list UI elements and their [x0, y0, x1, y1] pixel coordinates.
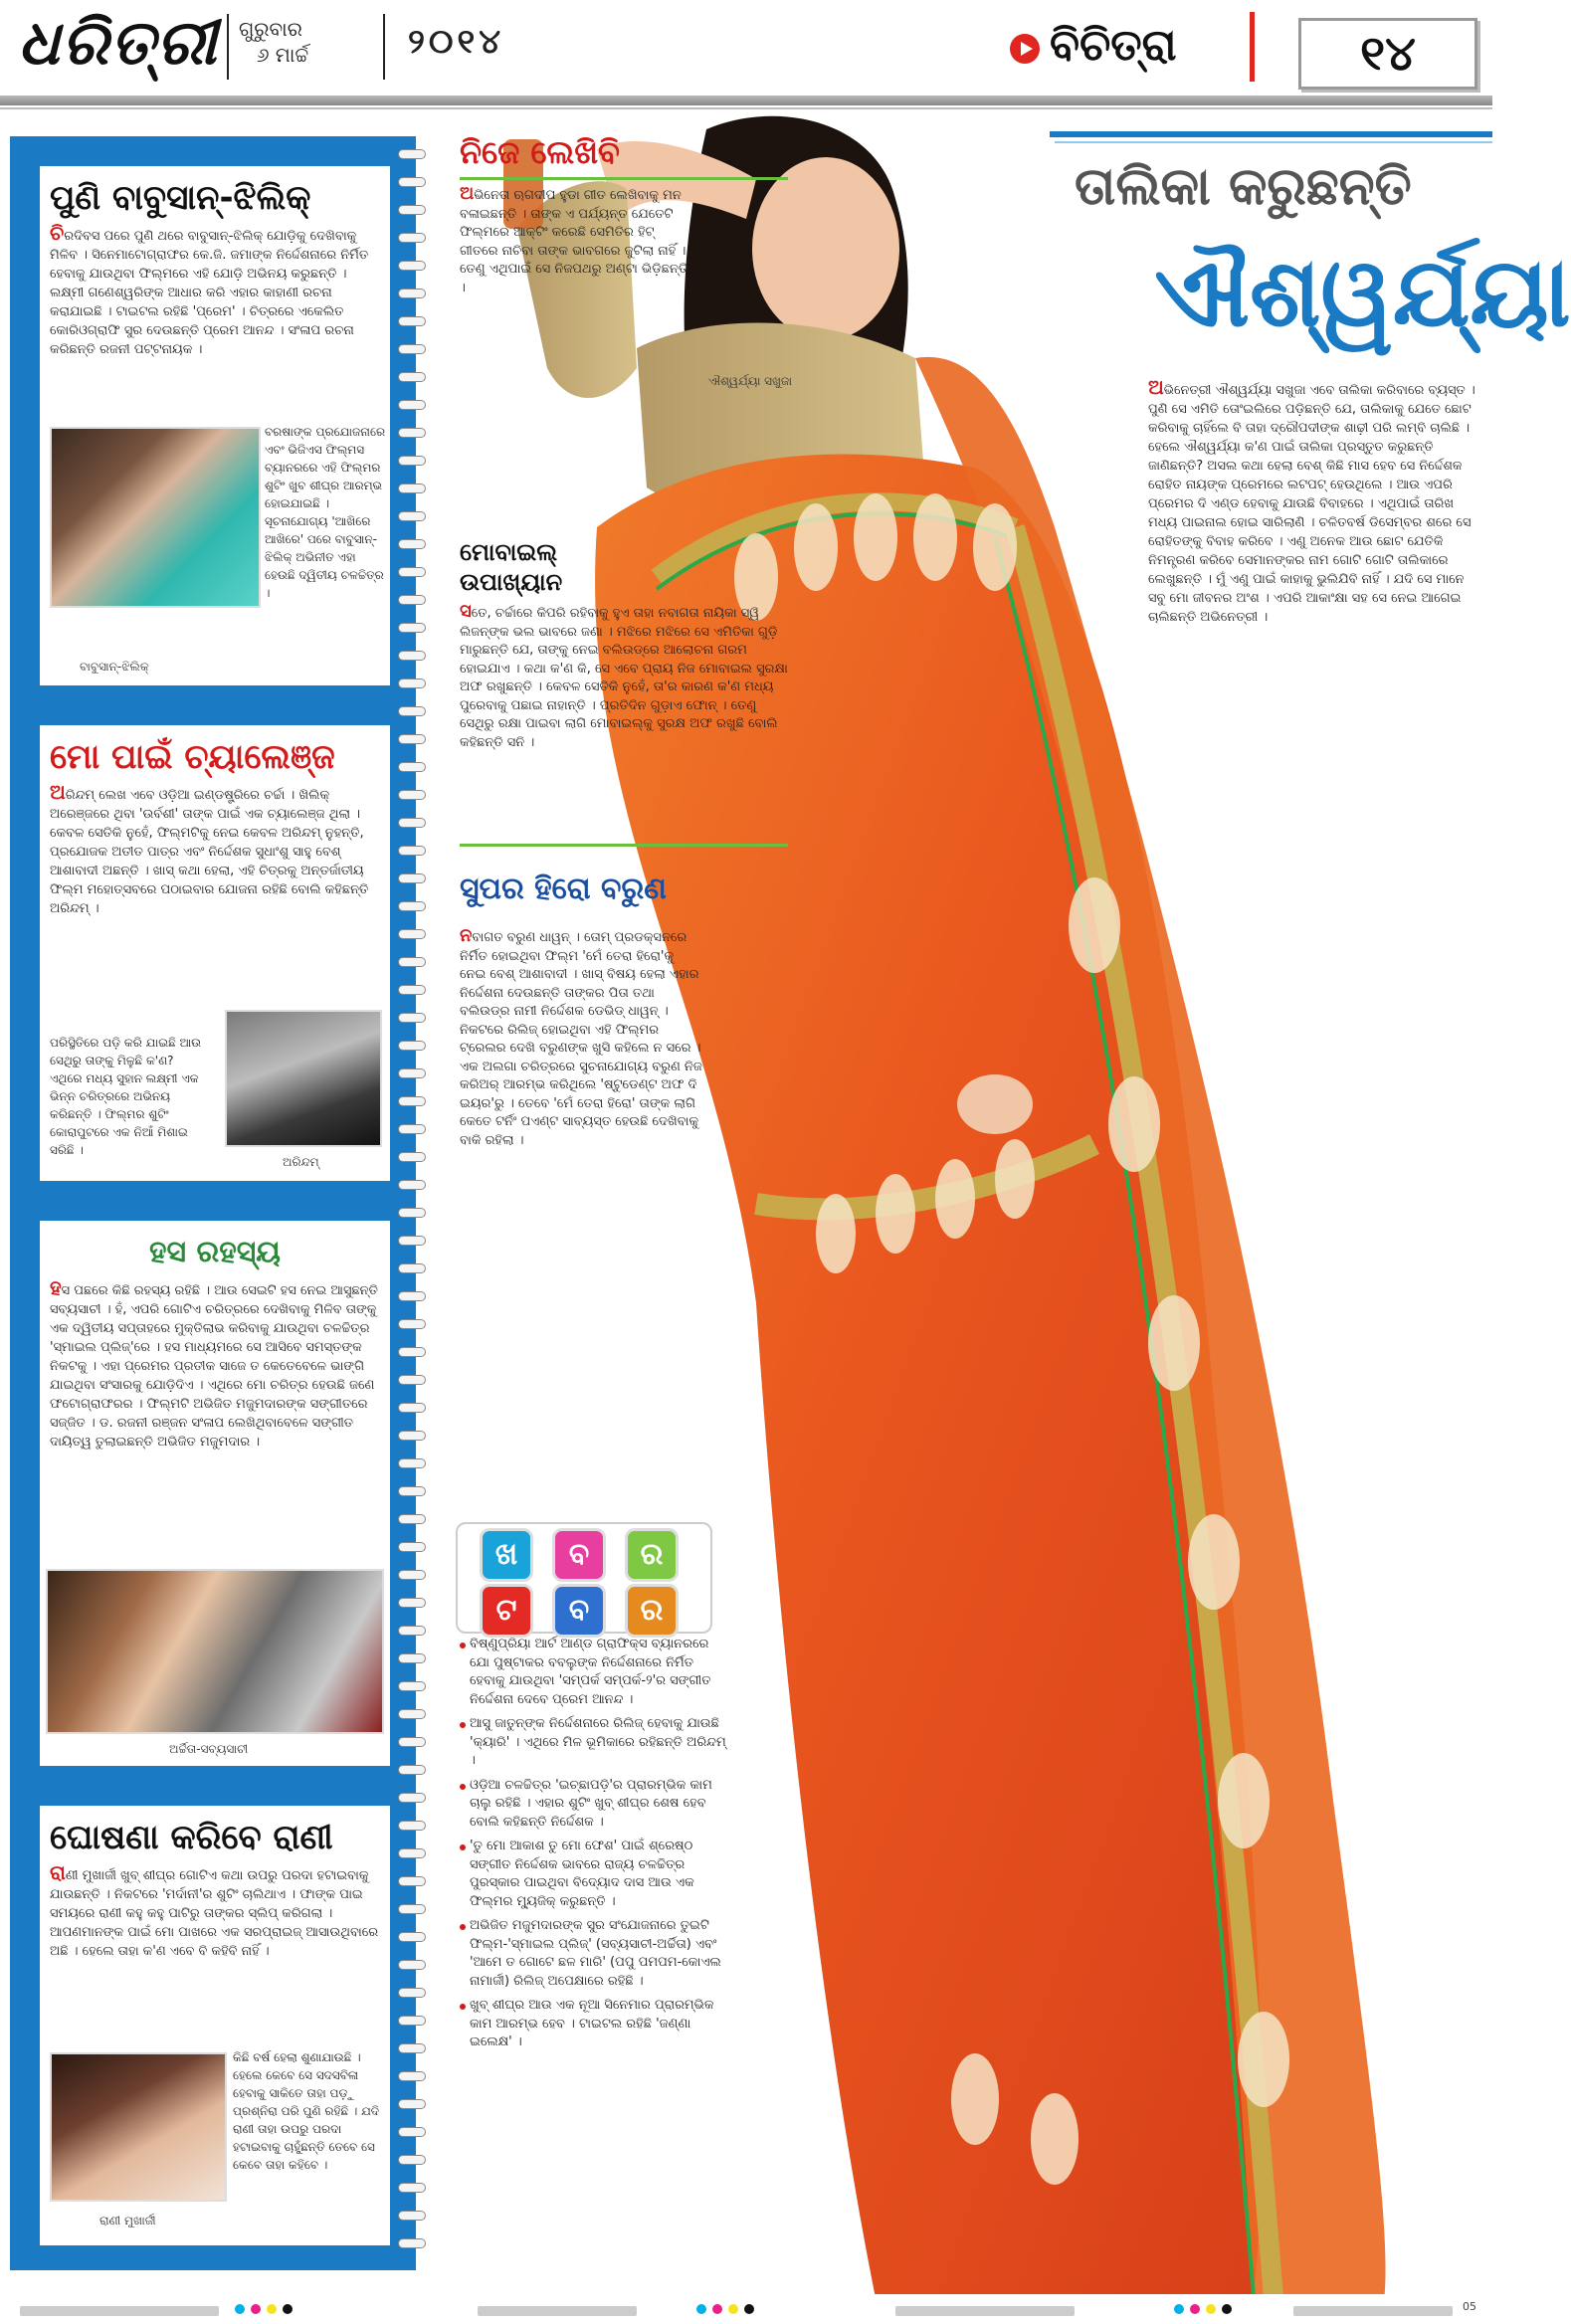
- spiral-ring: [398, 316, 426, 326]
- spiral-ring: [398, 1180, 426, 1190]
- spiral-ring: [398, 929, 426, 939]
- spiral-ring: [398, 372, 426, 382]
- spiral-ring: [398, 1041, 426, 1051]
- registration-bar: [478, 2306, 637, 2316]
- spiral-ring: [398, 706, 426, 716]
- story-body: [40, 221, 390, 359]
- spiral-ring: [398, 1208, 426, 1218]
- khabar-item: ଖୁବ୍ ଶୀଘ୍ର ଆଉ ଏକ ନୂଆ ସିନେମାର ପ୍ରାରମ୍ଭିକ କାମ ଆରମ୍ଭ ହେବ । ଟାଇଟଲ ରହିଛି 'ଜଣ୍ଣା ଇଲେକ୍ଷ' ।: [460, 1997, 728, 2052]
- spiral-ring: [398, 818, 426, 828]
- spiral-ring: [398, 790, 426, 800]
- print-page-number: 05: [1463, 2300, 1476, 2313]
- spiral-ring: [398, 1152, 426, 1162]
- spiral-ring: [398, 957, 426, 967]
- story-side-text: ପରିସ୍ଥିତିରେ ପଡ଼ି କରି ଯାଇଛି ଆଉ ସେଥିରୁ ତାଙ୍କୁ ମିଳୁଛି କ'ଣ? ଏଥିରେ ମଧ୍ୟ ସୁହାନ ଲକ୍ଷ୍ମୀ ଏକ ଭିନ୍ନ ଚରିତ୍ରରେ ଅଭିନୟ କରିଛନ୍ତି । ଫିଲ୍ମର ଶୁଟିଂ କୋରାପୁଟରେ ଏକ ନିଆଁ ମିଶାଇ ସରିଛି ।: [50, 1036, 202, 1157]
- spiral-ring: [398, 1458, 426, 1468]
- story-text: ରଦିବସ ପରେ ପୁଣି ଥରେ ବାବୁସାନ୍-ଝିଲିକ୍ ଯୋଡ଼ିକୁ ଦେଖିବାକୁ ମିଳିବ । ସିନେମାଟୋଗ୍ରାଫର କେ.ଜି. ଜମାଙ୍କ ନିର୍ଦ୍ଦେଶନାରେ ନିର୍ମିତ ହେବାକୁ ଯାଉଥିବା ଫିଲ୍ମରେ ଏହି ଯୋଡ଼ି ଅଭିନୟ କରୁଛନ୍ତି । ଲକ୍ଷ୍ମୀ ଗଣେଶ୍ୱରିଙ୍କ ଆଧାର କରି ଏହାର କାହାଣୀ ରଚନା କରାଯାଇଛି । ଟାଇଟଲ ରହିଛି 'ପ୍ରେମ' । ଚିତ୍ରରେ ଏକେଲିତ କୋରିଓଗ୍ରାଫି ସୁର ଦେଉଛନ୍ତି ପ୍ରେମ ଆନନ୍ଦ । ସଂଳାପ ରଚନା କରିଛନ୍ତି ରଜନୀ ପଟ୍ଟନାୟକ ।: [50, 229, 369, 357]
- drop-cap: ଚି: [50, 221, 65, 245]
- spiral-ring: [398, 1375, 426, 1385]
- spiral-ring: [398, 1514, 426, 1524]
- registration-dot: [251, 2304, 261, 2314]
- story-body: [40, 1860, 390, 1961]
- feature-rule: [1050, 131, 1492, 137]
- spiral-ring: [398, 1709, 426, 1719]
- khabar-item: 'ତୁ ମୋ ଆକାଶ ତୁ ମୋ ଫେଶ' ପାଇଁ ଶ୍ରେଷ୍ଠ ସଙ୍ଗୀତ ନିର୍ଦ୍ଦେଶକ ଭାବରେ ରାଜ୍ୟ ଚଳଚ୍ଚିତ୍ର ପୁରସ୍କାର ପାଇଥିବା ବିଦ୍ୟୋଦ ଦାସ ଆଉ ଏକ ଫିଲ୍ମର ମ୍ୟୁଜିକ୍ କରୁଛନ୍ତି ।: [460, 1838, 728, 1911]
- spiral-ring: [398, 762, 426, 772]
- khabar-item: ଆସୁ ଜାତୁନ୍ଙ୍କ ନିର୍ଦ୍ଦେଶନାରେ ରିଲିଜ୍ ହେବାକୁ ଯାଉଛି 'କ୍ୟାରି' । ଏଥିରେ ମିଳ ଭୂମିକାରେ ରହିଛନ୍ତି ଅରିନ୍ଦମ୍ ।: [460, 1715, 728, 1771]
- spiral-ring: [398, 2016, 426, 2026]
- khabar-item: ବିଷ୍ଣୁପ୍ରିୟା ଆର୍ଟ ଆଣ୍ଡ ଗ୍ରାଫିକ୍ସ ବ୍ୟାନରରେ ଯୋ ପୁଷ୍ଟାକର ବବଲୁଙ୍କ ନିର୍ଦ୍ଦେଶନାରେ ନିର୍ମିତ ହେବାକୁ ଯାଉଥିବା 'ସମ୍ପର୍କ ସମ୍ପର୍କ-୨'ର ସଙ୍ଗୀତ ନିର୍ଦ୍ଦେଶନା ଦେବେ ପ୍ରେମ ଆନନ୍ଦ ।: [460, 1636, 728, 1709]
- khabar-tile: ଖ: [480, 1528, 533, 1582]
- photo-caption: ରାଣୀ ମୁଖାର୍ଜୀ: [99, 2214, 156, 2227]
- spiral-ring: [398, 985, 426, 995]
- khabar-tile: ବ: [552, 1584, 606, 1638]
- spiral-ring: [398, 1431, 426, 1441]
- spiral-ring: [398, 1737, 426, 1747]
- spiral-ring: [398, 1765, 426, 1775]
- spiral-ring: [398, 1598, 426, 1608]
- khabar-item: ଅଭିଜିତ ମଜୁମଦାରଙ୍କ ସୁର ସଂଯୋଜନାରେ ତୁଇଟି ଫିଲ୍ମ-'ସ୍ମାଇଲ ପ୍ଲିଜ୍' (ସବ୍ୟସାଚୀ-ଅର୍ଚ୍ଚିତା) ଏବଂ 'ଆମେ ତ ଗୋଟେ ଛଳ ମାରି' (ପପୁ ପମପମ-କୋଏଲ ନାମାର୍ଜୀ) ରିଲିଜ୍ ଅପେକ୍ଷାରେ ରହିଛି ।: [460, 1917, 728, 1991]
- spiral-ring: [398, 1821, 426, 1831]
- story-body-nije-lekhibi: [460, 185, 688, 297]
- spiral-ring: [398, 1068, 426, 1078]
- spiral-ring: [398, 428, 426, 438]
- story-title: ଘୋଷଣା କରିବେ ରାଣୀ: [50, 1818, 333, 1857]
- story-text: ବାଗତ ବରୁଣ ଧାୱନ୍ । ତୋମ୍ ପ୍ରଡକ୍ସନରେ ନିର୍ମିତ ହୋଇଥିବା ଫିଲ୍ମ 'ମେଁ ତେରା ହିରୋ'କୁ ନେଇ ବେଶ୍ ଆଶାବାଦୀ । ଖାସ୍ ବିଷୟ ହେଲା ଏହାର ନିର୍ଦ୍ଦେଶନା ଦେଉଛନ୍ତି ତାଙ୍କର ପିତା ତଥା ବଲିଉଡ୍ର ନାମୀ ନିର୍ଦ୍ଦେଶକ ଡେଭିଡ୍ ଧାୱନ୍ । ନିକଟରେ ରିଲିଜ୍ ହୋଇଥିବା ଏହି ଫିଲ୍ମର ଟ୍ରେଲର ଦେଖି ବରୁଣଙ୍କ ଖୁସି କହିଲେ ନ ସରେ । ଏକ ଅଲଗା ଚରିତ୍ରରେ ସୁଚନାଯୋଗ୍ୟ ବରୁଣ ନିଜ କରିଅର୍ ଆରମ୍ଭ କରିଥିଲେ 'ଷ୍ଟୁଡେଣ୍ଟ ଅଫ ଦି ଇୟର'ରୁ । ତେବେ 'ମେଁ ତେରା ହିରୋ' ତାଙ୍କ ଲାଗି କେତେ ଟର୍ନିଂ ପଏଣ୍ଟ ସାବ୍ୟସ୍ତ ହେଉଛି ଦେଖିବାକୁ ବାକି ରହିଲା ।: [460, 930, 702, 1148]
- spiral-ring: [398, 1960, 426, 1970]
- drop-cap: ହ: [50, 1275, 62, 1299]
- story-text: ଭିନେତା ଋଗଦୀପ ହୁଡା ଗୀତ ଲେଖିବାକୁ ମନ ବଳାଇଛନ୍ତି । ତାଙ୍କ ଏ ପର୍ଯ୍ୟନ୍ତ ଯେତେଟି ଫିଲ୍ମରେ ଆକ୍ଟିଂ କରେଛି ସେମିତିର ହିଟ୍ ଗୀତରେ ନାଚିବା ତାଙ୍କ ଭାବଗରେ ଜୁଟିଲା ନାହିଁ । ତେଣୁ ଏଥିପାଇଁ ସେ ନିଜପଥରୁ ଅଣ୍ଟା ଭିଡ଼ିଛନ୍ତି ।: [460, 188, 688, 295]
- story-text: ରିନ୍ଦମ୍ ଲେଖ ଏବେ ଓଡ଼ିଆ ଇଣ୍ଡଷ୍ଟ୍ରିରେ ଚର୍ଚ୍ଚା । ଖିଲିକ୍ ଅରେଞ୍ଜରେ ଥିବା 'ଉର୍ବଶୀ' ତାଙ୍କ ପାଇଁ ଏକ ଚ୍ୟାଲେଞ୍ଜ ଥିଲା । କେବଳ ସେତିକି ନୁହେଁ, ଫିଲ୍ମଟିକୁ ନେଇ କେବଳ ଅରିନ୍ଦମ୍ ନୁହନ୍ତି, ପ୍ରଯୋଜକ ଅତୀତ ପାତ୍ର ଏବଂ ନିର୍ଦ୍ଦେଶକ ସୁଧାଂଶୁ ସାହୁ ବେଶ୍ ଆଶାବାଦୀ ଅଛନ୍ତି । ଖାସ୍ କଥା ହେଲା, ଏହି ଚିତ୍ରକୁ ଅନ୍ତର୍ଜାତୀୟ ଫିଲ୍ମ ମହୋତ୍ସବରେ ପଠାଇବାର ଯୋଜନା ରହିଛି ବୋଲି କହିଛନ୍ତି ଅରିନ୍ଦମ୍ ।: [50, 788, 369, 916]
- spiral-ring: [398, 623, 426, 633]
- newspaper-title: ଧରିତ୍ରୀ: [18, 6, 219, 79]
- spiral-ring: [398, 511, 426, 521]
- spiral-ring: [398, 1347, 426, 1357]
- spiral-ring: [398, 1876, 426, 1886]
- spiral-ring: [398, 1542, 426, 1552]
- spiral-ring: [398, 1291, 426, 1301]
- spiral-ring: [398, 205, 426, 215]
- story-title-nije-lekhibi: ନିଜେ ଲେଖିବି: [460, 133, 620, 171]
- issue-date: ୬ ମାର୍ଚ୍ଚ: [257, 43, 309, 67]
- story-side-text: କିଛି ବର୍ଷ ହେଲା ଶୁଣାଯାଉଛି । ହେଲେ କେବେ ସେ ସଦସବିଳା ହେବାକୁ ସାକିତେ ତାହା ପଡ଼ୁ ପ୍ରଶ୍ନିରା ପରି ପୁଣି ରହିଛି । ଯଦି ରାଣୀ ତାହା ଉପରୁ ପରଦା ହଟାଇବାକୁ ଚାହୁଁଛନ୍ତି ତେବେ ସେ କେବେ ତାହା କହିବେ ।: [233, 2050, 380, 2172]
- spiral-ring: [398, 2183, 426, 2193]
- spiral-ring: [398, 149, 426, 159]
- photo-caption: ବାବୁସାନ୍-ଝିଲିକ୍: [80, 660, 149, 674]
- spiral-ring: [398, 1932, 426, 1942]
- spiral-ring: [398, 1013, 426, 1023]
- spiral-ring: [398, 2211, 426, 2221]
- spiral-ring: [398, 1653, 426, 1663]
- spiral-ring: [398, 289, 426, 298]
- spiral-ring: [398, 678, 426, 688]
- drop-cap: ସ: [460, 601, 472, 622]
- spiral-ring: [398, 400, 426, 410]
- page-number-badge: ୧୪: [1298, 18, 1477, 90]
- khabar-tile: ର: [625, 1584, 679, 1638]
- story-rule: [460, 177, 788, 180]
- spiral-ring: [398, 344, 426, 354]
- spiral-ring: [398, 1096, 426, 1106]
- khabar-tile: ବ: [552, 1528, 606, 1582]
- spiral-ring: [398, 1403, 426, 1413]
- story-body-mobile: [460, 603, 788, 752]
- story-text: ତେ, ଚର୍ଚ୍ଚାରେ କିପରି ରହିବାକୁ ହୁଏ ତାହା ନବାଗତା ନାୟିକା ସ୍ୱି ଲିଜନ୍ଙ୍କ ଭଲ ଭାବରେ ଜଣା । ମଝିରେ ମଝିରେ ସେ ଏମିତିକା ଗୁଡ଼ି ମାରୁଛନ୍ତି ଯେ, ତାଙ୍କୁ ନେଇ ବଲିଉଡ୍ରେ ଆଲୋଚନା ଗରମ ହୋଇଯାଏ । କଥା କ'ଣ କି, ସେ ଏବେ ପ୍ରାୟ ନିଜ ମୋବାଇଲ ସୁରକ୍ଷା ଅଫ ରଖୁଛନ୍ତି । କେବଳ ସେତିକି ନୁହେଁ, ତା'ର କାରଣ କ'ଣ ମଧ୍ୟ ପୁରେବାକୁ ପଛାଇ ନାହାନ୍ତି । ପ୍ରତିଦିନ ଗୁଡ଼ାଏ ଫୋନ୍ । ତେଣୁ ସେଥିରୁ ରକ୍ଷା ପାଇବା ଲାଗି ମୋବାଇଲ୍କୁ ସୁରକ୍ଷ ଅଫ ରଖୁଛି ବୋଲି କହିଛନ୍ତି ସନି ।: [460, 606, 788, 750]
- spiral-ring: [398, 2238, 426, 2248]
- khabar-tile: ର: [625, 1528, 679, 1582]
- feature-rule-thin: [1055, 141, 1492, 143]
- feature-text: ଭିନେତ୍ରୀ ଐଶ୍ୱର୍ଯ୍ୟା ସଖୁଜା ଏବେ ତାଲିକା କରିବାରେ ବ୍ୟସ୍ତ । ପୁଣି ସେ ଏମିତି ତୋଂଇଲିରେ ପଡ଼ିଛନ୍ତି ଯେ, ତାଲିକାକୁ ଯେତେ ଛୋଟ କରିବାକୁ ଚାହିଁଲେ ବି ତାହା ଦ୍ରୌପଦୀଙ୍କ ଶାଢ଼ୀ ପରି ଲମ୍ବି ଚାଲିଛି । ହେଲେ ଐଶ୍ୱର୍ଯ୍ୟା କ'ଣ ପାଇଁ ତାଲିକା ପ୍ରସ୍ତୁତ କରୁଛନ୍ତି ଜାଣିଛନ୍ତି? ଅସଲ କଥା ହେଲା ବେଶ୍ କିଛି ମାସ ହେବ ସେ ନିର୍ଦ୍ଦେଶକ ରୋହିତ ନାୟଙ୍କ ପ୍ରେମରେ ଲଟପଟ୍ ହେଉଥିଲେ । ଆଉ ଏପରି ପ୍ରେମର ଦି ଏଣ୍ଡ ହେବାକୁ ଯାଉଛି ବିବାହରେ । ଏଥିପାଇଁ ତାରିଖ ମଧ୍ୟ ପାଇନାଲ ହୋଇ ସାରିଲାଣି । ଚଳିତବର୍ଷ ଡିସେମ୍ବର ଶରେ ସେ ରୋହିତଙ୍କୁ ବିବାହ କରିବେ । ଏଣୁ ଅନେକ ଆଉ ଛୋଟ ଯେତିକି ନିମନ୍ତ୍ରଣ କରିବେ ସେମାନଙ୍କର ନାମ ଗୋଟି ଗୋଟି ତାଲିକାରେ ଲେଖୁଛନ୍ତି । ମୁଁ ଏଣୁ ପାଇଁ କାହାକୁ ଭୁଲିଯିବି ନାହିଁ । ଯଦି ସେ ମାନେ ସବୁ ମୋ ଜୀବନର ଅଂଶ । ଏପରି ଆକାଂକ୍ଷା ସହ ସେ ନେଇ ଆଗେଇ ଚାଲିଛନ୍ତି ଅଭିନେତ୍ରୀ ।: [1148, 383, 1475, 625]
- story-title-varun: ସୁପର ହିରୋ ବରୁଣ: [460, 872, 667, 906]
- spiral-ring: [398, 1236, 426, 1246]
- spiral-ring: [398, 873, 426, 883]
- spiral-ring: [398, 1124, 426, 1134]
- issue-day: [239, 16, 308, 68]
- drop-cap: ରା: [50, 1860, 66, 1884]
- story-rule: [460, 844, 788, 847]
- story-card-hasa-rahasya: [40, 1221, 390, 1766]
- photo-caption: ଅରିନ୍ଦମ୍: [283, 1155, 319, 1169]
- drop-cap: ଅ: [50, 780, 66, 804]
- registration-bar: [20, 2306, 219, 2316]
- spiral-ring: [398, 1319, 426, 1329]
- section-red-bar: [1250, 12, 1255, 82]
- masthead-divider: [383, 14, 385, 80]
- khabar-list: [460, 1636, 728, 2058]
- story-card-arindam: [40, 725, 390, 1181]
- story-text: ଣୀ ମୁଖାର୍ଜୀ ଖୁବ୍ ଶୀଘ୍ର ଗୋଟିଏ କଥା ଉପରୁ ପରଦା ହଟାଇବାକୁ ଯାଉଛନ୍ତି । ନିକଟରେ 'ମର୍ଦାନୀ'ର ଶୁଟିଂ ଚାଲିଥାଏ । ଫାଙ୍କ ପାଇ ସମୟରେ ରାଣୀ କହୁ କହୁ ପାଟିରୁ ତାଙ୍କର ସ୍ଲିପ୍ କରିଗଲା । ଆପଣମାନଙ୍କ ପାଇଁ ମୋ ପାଖରେ ଏକ ସରପ୍ରାଇଜ୍ ଆସାଉଥିବାରେ ଅଛି । ହେଲେ ତାହା କ'ଣ ଏବେ ବି କହିବି ନାହିଁ ।: [50, 1868, 379, 1959]
- registration-dot: [283, 2304, 293, 2314]
- spiral-ring: [398, 233, 426, 243]
- registration-dot: [728, 2304, 738, 2314]
- story-body: [40, 1275, 390, 1452]
- spiral-ring: [398, 1626, 426, 1636]
- photo-archita-sabyasachi: [46, 1569, 384, 1734]
- drop-cap: ନ: [460, 925, 473, 946]
- masthead-divider: [227, 14, 229, 80]
- spiral-ring: [398, 484, 426, 493]
- spiral-ring: [398, 734, 426, 744]
- section-name: ବିଚିତ୍ରା: [1050, 20, 1177, 71]
- registration-dot: [267, 2304, 277, 2314]
- registration-dot: [1206, 2304, 1216, 2314]
- spiral-ring: [398, 1988, 426, 1998]
- spiral-ring: [398, 1848, 426, 1858]
- registration-dot: [235, 2304, 245, 2314]
- spiral-ring: [398, 1904, 426, 1914]
- story-body: [40, 780, 390, 918]
- photo-caption: ଅର୍ଚ୍ଚିତା-ସବ୍ୟସାଚୀ: [169, 1742, 249, 1756]
- spiral-ring: [398, 2071, 426, 2081]
- spiral-ring: [398, 1793, 426, 1803]
- spiral-ring: [398, 2099, 426, 2109]
- registration-dot: [696, 2304, 706, 2314]
- feature-title: ଐଶ୍ୱର୍ଯ୍ୟା: [1154, 237, 1571, 348]
- spiral-ring: [398, 595, 426, 605]
- story-side-text: ବରଷାଙ୍କ ପ୍ରଯୋଜନାରେ ଏବଂ ଭିଜିଏସ ଫିଲ୍ମସ ବ୍ୟାନରରେ ଏହି ଫିଲ୍ମର ଶୁଟିଂ ଖୁବ ଶୀଘ୍ର ଆରମ୍ଭ ହୋଇଯାଇଛି । ସୂଚନାଯୋଗ୍ୟ 'ଆଖିରେ ଆଖିରେ' ପରେ ବାବୁସାନ୍-ଝିଲିକ୍ ଅଭିନୀତ ଏହା ହେଉଛି ଦ୍ୱିତୀୟ ଚଳଚ୍ଚିତ୍ର ।: [265, 425, 386, 600]
- feature-kicker: ତାଲିକା କରୁଛନ୍ତି: [1075, 157, 1412, 217]
- khabar-tile: ଟ: [480, 1584, 533, 1638]
- registration-dot: [1174, 2304, 1184, 2314]
- masthead-rule: [0, 96, 1492, 105]
- spiral-ring: [398, 456, 426, 466]
- masthead: [0, 0, 1492, 99]
- story-card-babusan: [40, 166, 390, 685]
- spiral-ring: [398, 1263, 426, 1273]
- registration-bar: [895, 2306, 1075, 2316]
- spiral-ring: [398, 901, 426, 911]
- left-column-panel: [10, 136, 416, 2270]
- registration-dot: [712, 2304, 722, 2314]
- spiral-ring: [398, 651, 426, 661]
- feature-body: [1144, 374, 1482, 631]
- registration-dot: [1190, 2304, 1200, 2314]
- story-body-varun: [460, 927, 703, 1150]
- spiral-ring: [398, 2155, 426, 2165]
- story-title-mobile: ମୋବାଇଲ୍ ଉପାଖ୍ୟାନ: [460, 538, 563, 596]
- spiral-ring: [398, 2043, 426, 2053]
- spiral-ring: [398, 567, 426, 577]
- story-title: ମୋ ପାଇଁ ଚ୍ୟାଲେଞ୍ଜ: [50, 737, 335, 777]
- photo-arindam: [225, 1010, 382, 1147]
- photo-rani-mukherjee: [50, 2052, 227, 2202]
- story-title: ହସ ରହସ୍ୟ: [148, 1235, 282, 1269]
- issue-year: ୨୦୧୪: [408, 22, 505, 62]
- registration-dot: [1222, 2304, 1232, 2314]
- issue-weekday: ଗୁରୁବାର: [239, 17, 302, 41]
- story-card-rani: [40, 1806, 390, 2245]
- spiral-ring: [398, 261, 426, 271]
- spiral-ring: [398, 1486, 426, 1496]
- photo-babusan-jhilik: [50, 427, 261, 608]
- spiral-ring: [398, 1570, 426, 1580]
- page-footer: [0, 2294, 1492, 2324]
- registration-bar: [1293, 2306, 1453, 2316]
- spiral-ring: [398, 2127, 426, 2137]
- model-caption: ଐଶ୍ୱର୍ଯ୍ୟା ସଖୁଜା: [708, 374, 792, 388]
- story-text: ସ ପଛରେ କିଛି ରହସ୍ୟ ରହିଛି । ଆଉ ସେଇଟି ହସ ନେଇ ଆସୁଛନ୍ତି ସବ୍ୟସାଚୀ । ହଁ, ଏପରି ଗୋଟିଏ ଚରିତ୍ରରେ ଦେଖିବାକୁ ମିଳିବ ତାଙ୍କୁ ଏକ ଦ୍ୱିତୀୟ ସପ୍ତାହରେ ମୁକ୍ତିଲାଭ କରିବାକୁ ଯାଉଥିବା ଚଳଚ୍ଚିତ୍ର 'ସ୍ମାଇଲ ପ୍ଲିଜ୍'ରେ । ହସ ମାଧ୍ୟମରେ ସେ ଆସିବେ ସମସ୍ତଙ୍କ ନିକଟକୁ । ଏହା ପ୍ରେମର ପ୍ରତୀକ ସାଜେ ତ କେତେବେଳେ ଭାଙ୍ଗି ଯାଇଥିବା ସଂସାରକୁ ଯୋଡ଼ିଦିଏ । ଏଥିରେ ମୋ ଚରିତ୍ର ହେଉଛି ଜଣେ ଫଟୋଗ୍ରାଫରର । ଫିଲ୍ମଟି ଅଭିଜିତ ମଜୁମଦାରଙ୍କ ସଙ୍ଗୀତରେ ସଜ୍ଜିତ । ଡ. ରଜନୀ ରଞ୍ଜନ ସଂଳାପ ଲେଖିଥିବାବେଳେ ସଙ୍ଗୀତ ଦାୟିତ୍ୱ ତୁଲାଇଛନ୍ତି ଅଭିଜିତ ମଜୁମଦାର ।: [50, 1283, 378, 1450]
- khabar-item: ଓଡ଼ିଆ ଚଳଚ୍ଚିତ୍ର 'ଇଚ୍ଛାପଡ଼ି'ର ପ୍ରାରମ୍ଭିକ କାମ ଚାଲୁ ରହିଛି । ଏହାର ଶୁଟିଂ ଖୁବ୍ ଶୀଘ୍ର ଶେଷ ହେବ ବୋଲି କହିଛନ୍ତି ନିର୍ଦ୍ଦେଶକ ।: [460, 1777, 728, 1833]
- spiral-ring: [398, 177, 426, 187]
- spiral-ring: [398, 539, 426, 549]
- registration-dot: [744, 2304, 754, 2314]
- drop-cap: ଅ: [1148, 375, 1164, 399]
- spiral-ring: [398, 1681, 426, 1691]
- story-title: ପୁଣି ବାବୁସାନ୍-ଝିଲିକ୍: [50, 178, 311, 218]
- section-play-icon: [1010, 34, 1040, 64]
- drop-cap: ଅ: [460, 183, 475, 204]
- spiral-ring: [398, 846, 426, 856]
